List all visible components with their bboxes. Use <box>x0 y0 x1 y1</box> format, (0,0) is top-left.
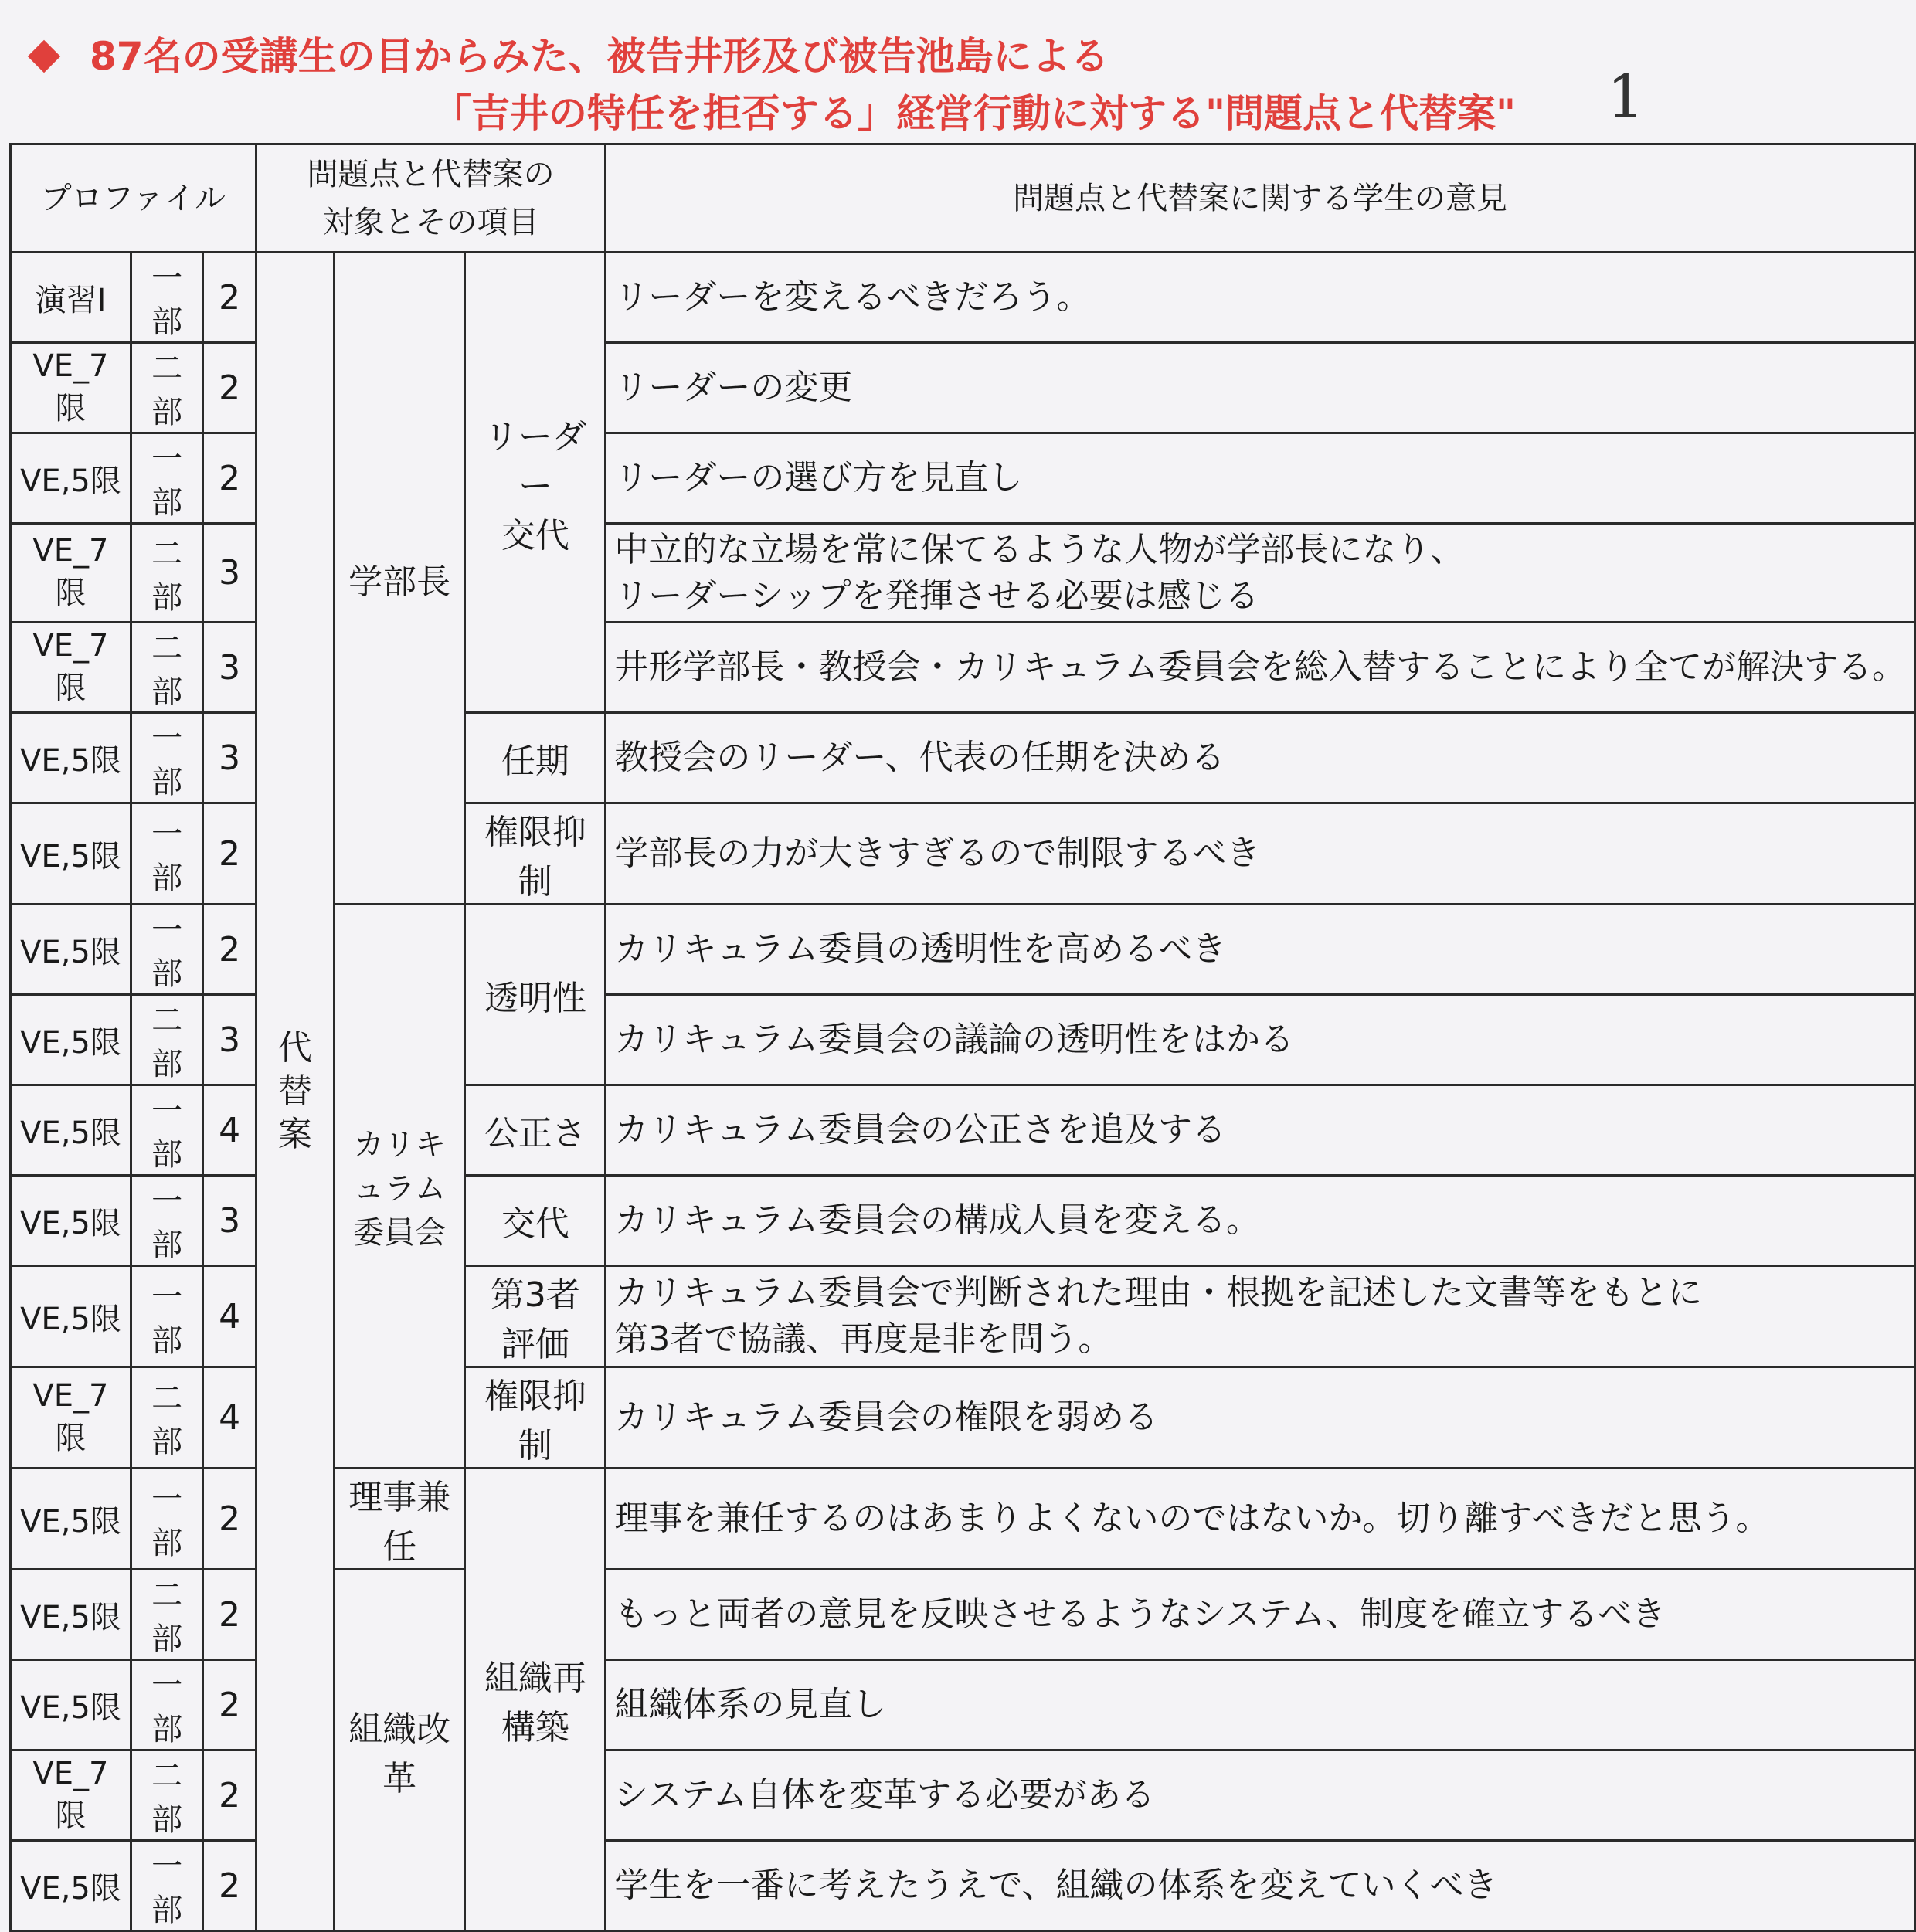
opinion-cell <box>606 995 1915 1085</box>
title-line-1: 87名の受講生の目からみた、被告井形及び被告池島による <box>90 34 1109 79</box>
label-line: 交代 <box>501 515 569 555</box>
profile-section: 一部 <box>131 433 202 524</box>
target-header-line-1: 問題点と代替案の <box>307 156 555 192</box>
opinion-text: リーダーの変更 <box>614 368 853 407</box>
opinion-text: システム自体を変革する必要がある <box>614 1775 1155 1815</box>
profile-year: 4 <box>203 1085 256 1176</box>
profile-section: 二部 <box>131 623 202 713</box>
profile-course: VE,5限 <box>11 905 131 995</box>
table-body <box>11 144 1915 1931</box>
profile-course: VE,5限 <box>11 1660 131 1750</box>
opinion-cell <box>606 623 1915 713</box>
opinion-text: 学生を一番に考えたうえで、組織の体系を変えていくべき <box>614 1866 1498 1905</box>
profile-section: 一部 <box>131 1660 202 1750</box>
opinion-cell <box>606 1750 1915 1841</box>
item-transparency: 透明性 <box>465 905 606 1085</box>
profile-course: VE_7限 <box>11 343 131 433</box>
item-term: 任期 <box>465 713 606 803</box>
opinion-cell <box>606 803 1915 905</box>
opinion-cell <box>606 1176 1915 1266</box>
profile-course: VE,5限 <box>11 995 131 1085</box>
opinion-cell <box>606 1085 1915 1176</box>
opinion-cell <box>606 1570 1915 1660</box>
opinion-text: リーダーを変えるべきだろう。 <box>614 277 1091 317</box>
profile-year: 3 <box>203 713 256 803</box>
opinion-text: カリキュラム委員の透明性を高めるべき <box>614 929 1226 969</box>
label-line: リーダー <box>484 416 586 506</box>
opinion-cell <box>606 905 1915 995</box>
group-board-concurrent: 理事兼任 <box>335 1469 465 1570</box>
profile-course: VE_7限 <box>11 623 131 713</box>
profile-course: VE,5限 <box>11 803 131 905</box>
opinion-text: カリキュラム委員会の構成人員を変える。 <box>614 1200 1260 1240</box>
group-org-reform: 組織改革 <box>335 1570 465 1931</box>
profile-year: 3 <box>203 623 256 713</box>
opinion-cell <box>606 1469 1915 1570</box>
profile-section: 二部 <box>131 1570 202 1660</box>
profile-course: VE,5限 <box>11 1841 131 1931</box>
profile-section: 二部 <box>131 1750 202 1841</box>
opinion-cell <box>606 524 1915 623</box>
opinion-cell <box>606 253 1915 343</box>
profile-course: VE_7限 <box>11 524 131 623</box>
profile-course: VE,5限 <box>11 433 131 524</box>
label-line: カリキュラム <box>353 1127 447 1207</box>
profile-section: 一部 <box>131 1469 202 1570</box>
profile-course: VE_7限 <box>11 1367 131 1469</box>
profile-course: VE,5限 <box>11 1469 131 1570</box>
profile-section: 二部 <box>131 343 202 433</box>
item-leader-change <box>465 253 606 713</box>
profile-header: プロファイル <box>11 144 256 253</box>
opinion-text: もっと両者の意見を反映させるようなシステム、制度を確立するべき <box>614 1594 1666 1634</box>
item-third-party-review: 第3者評価 <box>465 1266 606 1367</box>
document-title <box>23 29 1568 141</box>
profile-section: 一部 <box>131 905 202 995</box>
opinion-text: 組織体系の見直し <box>614 1685 887 1724</box>
opinion-text: 理事を兼任するのはあまりよくないのではないか。切り離すべきだと思う。 <box>614 1499 1770 1538</box>
item-replacement: 交代 <box>465 1176 606 1266</box>
diamond-bullet-icon <box>28 40 60 73</box>
profile-year: 2 <box>203 1750 256 1841</box>
profile-course: VE,5限 <box>11 713 131 803</box>
table-row <box>11 253 1915 343</box>
profile-year: 2 <box>203 1660 256 1750</box>
opinion-cell <box>606 1367 1915 1469</box>
profile-section: 一部 <box>131 1266 202 1367</box>
profile-year: 2 <box>203 1841 256 1931</box>
group-dean: 学部長 <box>335 253 465 905</box>
profile-year: 4 <box>203 1266 256 1367</box>
opinion-text: カリキュラム委員会の権限を弱める <box>614 1397 1158 1437</box>
category-char: 案 <box>277 1115 312 1154</box>
profile-year: 4 <box>203 1367 256 1469</box>
profile-year: 3 <box>203 995 256 1085</box>
profile-course: VE,5限 <box>11 1176 131 1266</box>
opinion-cell <box>606 1266 1915 1367</box>
opinion-text: 第3者で協議、再度是非を問う。 <box>614 1319 1113 1359</box>
opinion-text: リーダーの選び方を見直し <box>614 458 1023 497</box>
profile-year: 2 <box>203 905 256 995</box>
header-row <box>11 144 1915 253</box>
opinion-text: 教授会のリーダー、代表の任期を決める <box>614 738 1225 777</box>
opinion-header: 問題点と代替案に関する学生の意見 <box>606 144 1915 253</box>
group-curriculum-committee <box>335 905 465 1469</box>
opinion-text: カリキュラム委員会の公正さを追及する <box>614 1110 1226 1149</box>
profile-section: 二部 <box>131 995 202 1085</box>
profile-course: VE,5限 <box>11 1570 131 1660</box>
opinion-cell <box>606 433 1915 524</box>
profile-course: 演習Ⅰ <box>11 253 131 343</box>
opinion-text: 学部長の力が大きすぎるので制限するべき <box>614 834 1261 873</box>
profile-section: 二部 <box>131 524 202 623</box>
opinion-table <box>9 143 1916 1932</box>
item-authority-limit: 権限抑制 <box>465 803 606 905</box>
opinion-text: カリキュラム委員会で判断された理由・根拠を記述した文書等をもとに <box>614 1273 1702 1312</box>
opinion-cell <box>606 1660 1915 1750</box>
profile-section: 一部 <box>131 803 202 905</box>
profile-section: 一部 <box>131 1841 202 1931</box>
profile-course: VE,5限 <box>11 1085 131 1176</box>
category-char: 替 <box>277 1071 312 1111</box>
profile-year: 2 <box>203 1469 256 1570</box>
profile-year: 2 <box>203 1570 256 1660</box>
item-fairness: 公正さ <box>465 1085 606 1176</box>
profile-year: 2 <box>203 253 256 343</box>
opinion-cell <box>606 713 1915 803</box>
profile-year: 3 <box>203 524 256 623</box>
profile-course: VE_7限 <box>11 1750 131 1841</box>
profile-year: 2 <box>203 433 256 524</box>
target-header-line-2: 対象とその項目 <box>322 204 539 240</box>
item-authority-limit: 権限抑制 <box>465 1367 606 1469</box>
profile-section: 一部 <box>131 253 202 343</box>
category-cell <box>256 253 334 1931</box>
title-line-2: 「吉井の特任を拒否する」経営行動に対する"問題点と代替案" <box>433 91 1517 136</box>
category-char: 代 <box>277 1028 312 1068</box>
opinion-cell <box>606 1841 1915 1931</box>
opinion-text: 中立的な立場を常に保てるような人物が学部長になり、 <box>614 529 1465 569</box>
profile-section: 一部 <box>131 1085 202 1176</box>
profile-section: 一部 <box>131 713 202 803</box>
profile-year: 2 <box>203 803 256 905</box>
opinion-text: リーダーシップを発揮させる必要は感じる <box>614 576 1259 616</box>
profile-year: 3 <box>203 1176 256 1266</box>
opinion-text: 井形学部長・教授会・カリキュラム委員会を総入替することにより全てが解決する。 <box>614 647 1906 687</box>
target-header <box>256 144 606 253</box>
profile-section: 二部 <box>131 1367 202 1469</box>
label-line: 委員会 <box>353 1215 447 1251</box>
opinion-text: カリキュラム委員会の議論の透明性をはかる <box>614 1020 1294 1059</box>
opinion-cell <box>606 343 1915 433</box>
profile-course: VE,5限 <box>11 1266 131 1367</box>
page-number: 1 <box>1607 62 1645 131</box>
item-reorganization: 組織再構築 <box>465 1469 606 1931</box>
profile-section: 一部 <box>131 1176 202 1266</box>
profile-year: 2 <box>203 343 256 433</box>
